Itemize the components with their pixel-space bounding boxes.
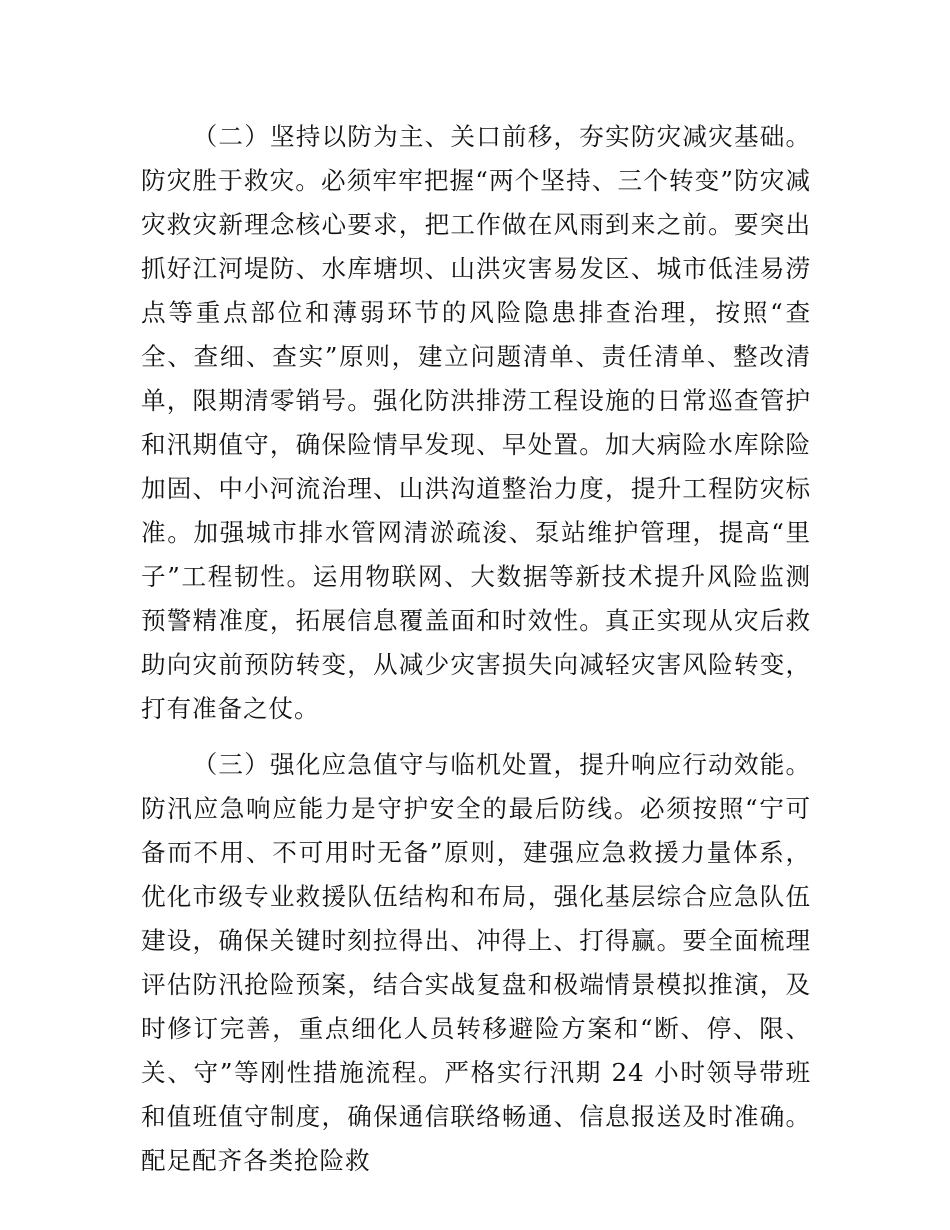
body-text (141, 115, 811, 1183)
paragraph-section-3: （三）强化应急值守与临机处置，提升响应行动效能。防汛应急响应能力是守护安全的最后防线。必须按照“宁可备而不用、不可用时无备”原则，建强应急救援力量体系，优化市级专业救援队伍结构和布局，强化基层综合应急队伍建设，确保关键时刻拉得出、冲得上、打得赢。要全面梳理评估防汛抢险预案，结合实战复盘和极端情景模拟推演，及时修订完善，重点细化人员转移避险方案和“断、停、限、关、守”等刚性措施流程。严格实行汛期 24 小时领导带班和值班值守制度，确保通信联络畅通、信息报送及时准确。配足配齐各类抢险救 (141, 750, 811, 1175)
paragraph-section-2: （二）坚持以防为主、关口前移，夯实防灾减灾基础。防灾胜于救灾。必须牢牢把握“两个坚持、三个转变”防灾减灾救灾新理念核心要求，把工作做在风雨到来之前。要突出抓好江河堤防、水库塘坝、山洪灾害易发区、城市低洼易涝点等重点部位和薄弱环节的风险隐患排查治理，按照“查全、查细、查实”原则，建立问题清单、责任清单、整改清单，限期清零销号。强化防洪排涝工程设施的日常巡查管护和汛期值守，确保险情早发现、早处置。加大病险水库除险加固、中小河流治理、山洪沟道整治力度，提升工程防灾标准。加强城市排水管网清淤疏浚、泵站维护管理，提高“里子”工程韧性。运用物联网、大数据等新技术提升风险监测预警精准度，拓展信息覆盖面和时效性。真正实现从灾后救助向灾前预防转变，从减少灾害损失向减轻灾害风险转变，打有准备之仗。 (141, 122, 811, 723)
